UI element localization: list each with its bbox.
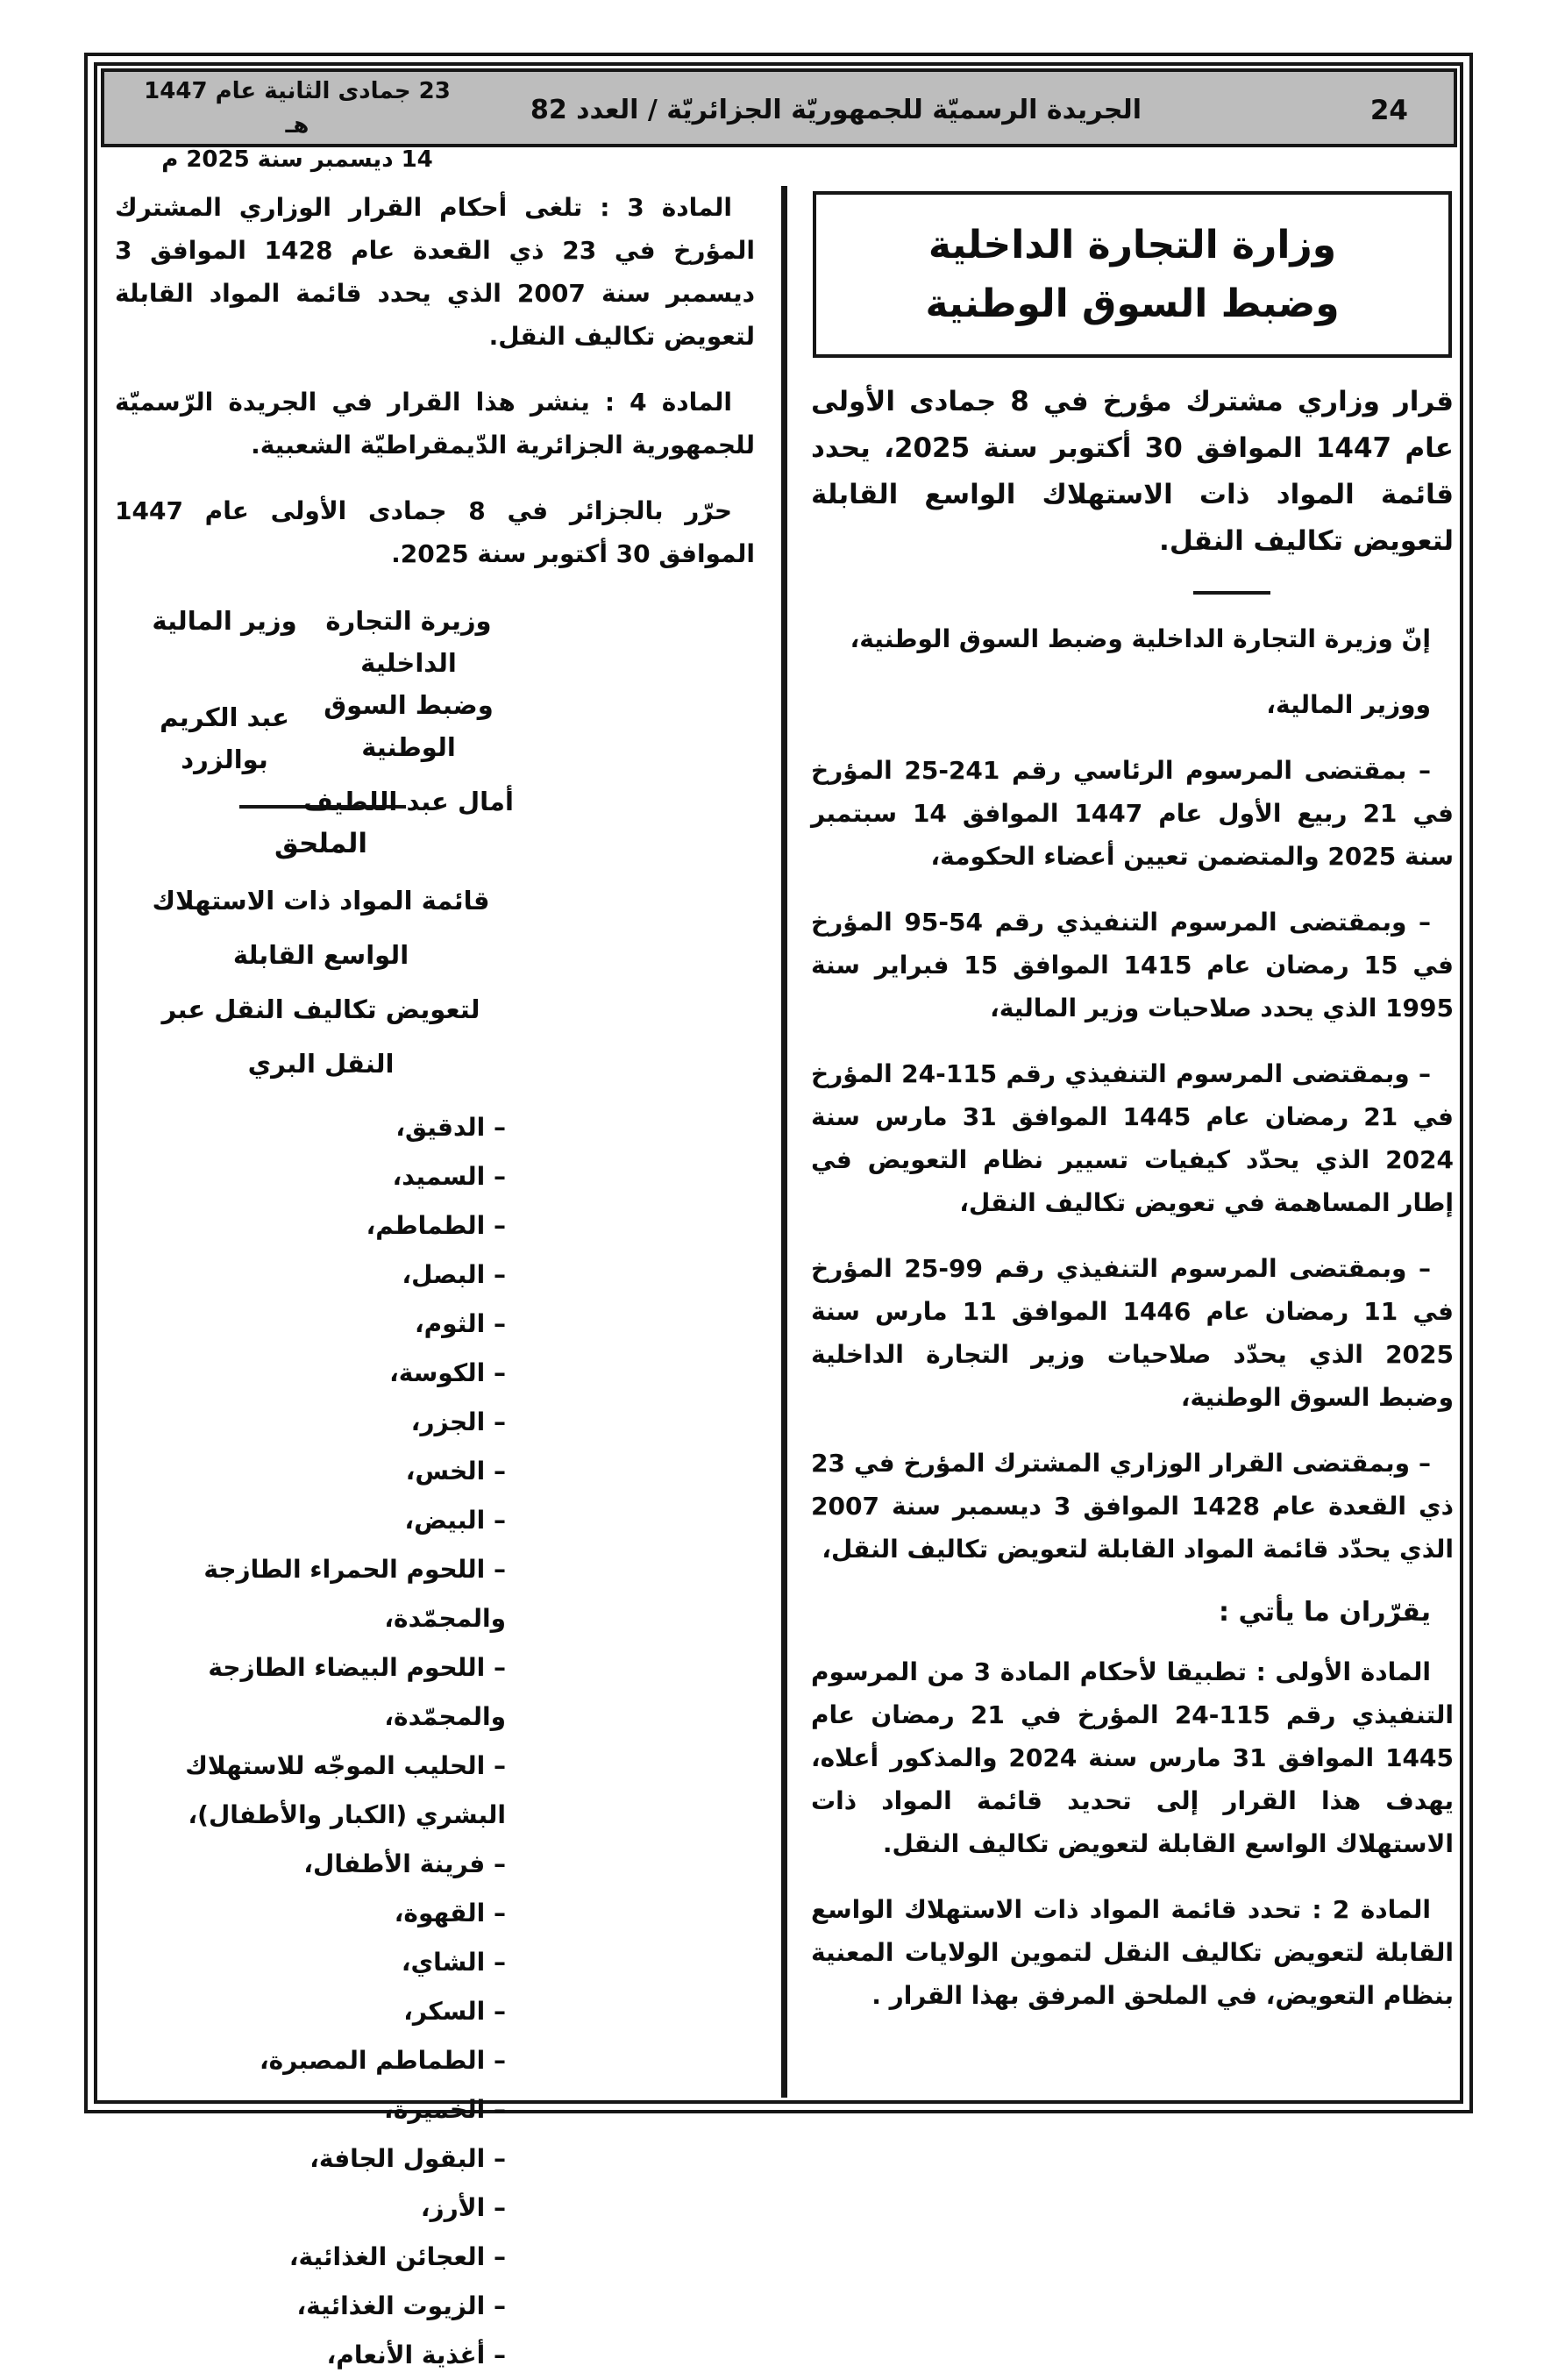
list-item: – البصل، [402,1260,506,1289]
signing-clause: حرّر بالجزائر في 8 جمادى الأولى عام 1447 الموافق 30 أكتوبر سنة 2025. [115,496,755,568]
list-item: – اللحوم البيضاء الطازجة والمجمّدة، [208,1653,506,1731]
list-item: – الطماطم المصبرة، [260,2046,506,2075]
finance-minister-name: عبد الكريم بوالزرد [160,702,289,774]
preamble-visa-3: – وبمقتضى المرسوم التنفيذي رقم 115-24 المؤرخ في 21 رمضان عام 1445 الموافق 31 مارس سنة 2024 الذي يحدّد كيفيات تسيير نظام التعويض في إطار المساهمة في تعويض تكاليف النقل، [811,1059,1454,1217]
list-item: – الأرز، [420,2193,506,2222]
article-3-label: المادة 3 : [600,193,732,222]
article-4-text: ينشر هذا القرار في الجريدة الرّسميّة للجمهورية الجزائرية الدّيمقراطيّة الشعبية. [115,388,755,460]
list-item: – الحليب الموجّه للاستهلاك البشري (الكبار والأطفال)، [185,1751,506,1829]
article-1-text: تطبيقا لأحكام المادة 3 من المرسوم التنفيذي رقم 115-24 المؤرخ في 21 رمضان عام 1445 الموافق 31 مارس سنة 2024 والمذكور أعلاه، يهدف هذا القرار إلى تحديد قائمة المواد ذات الاستهلاك الواسع القابلة لتعويض تكاليف النقل. [811,1657,1455,1858]
preamble-visa-2: – وبمقتضى المرسوم التنفيذي رقم 54-95 المؤرخ في 15 رمضان عام 1415 الموافق 15 فبراير سنة 1995 الذي يحدد صلاحيات وزير المالية، [811,908,1454,1023]
article-4 [115,381,755,467]
annex-subtitle-line2: لتعويض تكاليف النقل عبر النقل البري [161,994,480,1079]
enactment-heading: يقرّران ما يأتي : [1219,1597,1431,1628]
annex-list [124,1103,518,2380]
decree-title: قرار وزاري مشترك مؤرخ في 8 جمادى الأولى عام 1447 الموافق 30 أكتوبر سنة 2025، يحدد قائمة المواد ذات الاستهلاك الواسع القابلة لتعويض تكاليف النقل. [811,386,1454,557]
trade-minister-name: أمال عبد اللطيف [303,787,514,816]
list-item: – القهوة، [394,1899,506,1928]
signature-block [115,600,755,816]
page-number: 24 [1369,95,1408,126]
preamble-visa-1: – بمقتضى المرسوم الرئاسي رقم 241-25 المؤرخ في 21 ربيع الأول عام 1447 الموافق 14 سبتمبر سنة 2025 والمتضمن تعيين أعضاء الحكومة، [811,756,1454,871]
preamble-invocation-trade: إنّ وزيرة التجارة الداخلية وضبط السوق الوطنية، [850,624,1431,653]
finance-minister-title: وزير المالية [152,606,297,636]
article-1 [811,1650,1454,1865]
trade-minister-title-line2: وضبط السوق الوطنية [324,690,494,762]
list-item: – الخميرة، [384,2095,506,2124]
list-item: – أغذية الأنعام، [326,2341,506,2369]
ministry-title-line1: وزارة التجارة الداخلية [928,223,1337,267]
annex-subtitle-line1: قائمة المواد ذات الاستهلاك الواسع القابلة [152,886,490,970]
article-3 [115,186,755,358]
article-2-label: المادة 2 : [1312,1895,1432,1924]
article-2 [811,1888,1454,2017]
list-item: – الشاي، [401,1948,506,1977]
annex-subtitle [124,873,518,1091]
ministry-title-box [813,191,1452,358]
list-item: – فرينة الأطفال، [303,1849,506,1878]
column-divider [781,186,787,2098]
trade-minister-title-line1: وزيرة التجارة الداخلية [325,606,492,678]
ministry-title-line2: وضبط السوق الوطنية [925,281,1340,326]
article-2-text: تحدد قائمة المواد ذات الاستهلاك الواسع القابلة لتعويض تكاليف النقل لتموين الولايات المعنية بنظام التعويض، في الملحق المرفق بهذا القرار . [811,1895,1454,2010]
gazette-title: الجريدة الرسميّة للجمهوريّة الجزائريّة / العدد 82 [530,95,1142,125]
gregorian-date: 14 ديسمبر سنة 2025 م [161,146,433,173]
list-item: – الجزر، [410,1407,506,1436]
hijri-date: 23 جمادى الثانية عام 1447 هـ [144,78,451,139]
list-item: – اللحوم الحمراء الطازجة والمجمّدة، [203,1555,506,1633]
list-item: – الدقيق، [395,1113,506,1142]
left-column [115,184,755,2380]
preamble-visa-5: – وبمقتضى القرار الوزاري المشترك المؤرخ في 23 ذي القعدة عام 1428 الموافق 3 ديسمبر سنة 2007 الذي يحدّد قائمة المواد القابلة لتعويض تكاليف النقل، [811,1449,1454,1564]
article-4-label: المادة 4 : [604,388,732,417]
section-separator [1193,591,1270,595]
list-item: – الزيوت الغذائية، [296,2291,506,2320]
list-item: – البقول الجافة، [309,2144,506,2173]
right-column [811,184,1454,2017]
preamble-invocation-finance: ووزير المالية، [1266,690,1431,719]
article-1-label: المادة الأولى : [1256,1657,1431,1686]
list-item: – الطماطم، [366,1211,506,1240]
list-item: – الثوم، [414,1309,506,1338]
page-header-banner [101,68,1457,173]
list-item: – البيض، [404,1506,506,1535]
list-item: – السميد، [392,1162,506,1191]
header-date-block [131,75,464,177]
list-item: – الخس، [405,1457,506,1486]
list-item: – السكر، [403,1997,506,2026]
preamble-visa-4: – وبمقتضى المرسوم التنفيذي رقم 99-25 المؤرخ في 11 رمضان عام 1446 الموافق 11 مارس سنة 2025 الذي يحدّد صلاحيات وزير التجارة الداخلية وضبط السوق الوطنية، [811,1254,1454,1412]
list-item: – العجائن الغذائية، [288,2242,506,2271]
annex-section [124,828,518,2380]
annex-heading: الملحق [274,828,367,859]
article-3-text: تلغى أحكام القرار الوزاري المشترك المؤرخ في 23 ذي القعدة عام 1428 الموافق 3 ديسمبر سنة 2007 الذي يحدد قائمة المواد القابلة لتعويض تكاليف النقل. [115,193,755,351]
signature-finance-minister [115,600,334,780]
list-item: – الكوسة، [389,1358,506,1387]
